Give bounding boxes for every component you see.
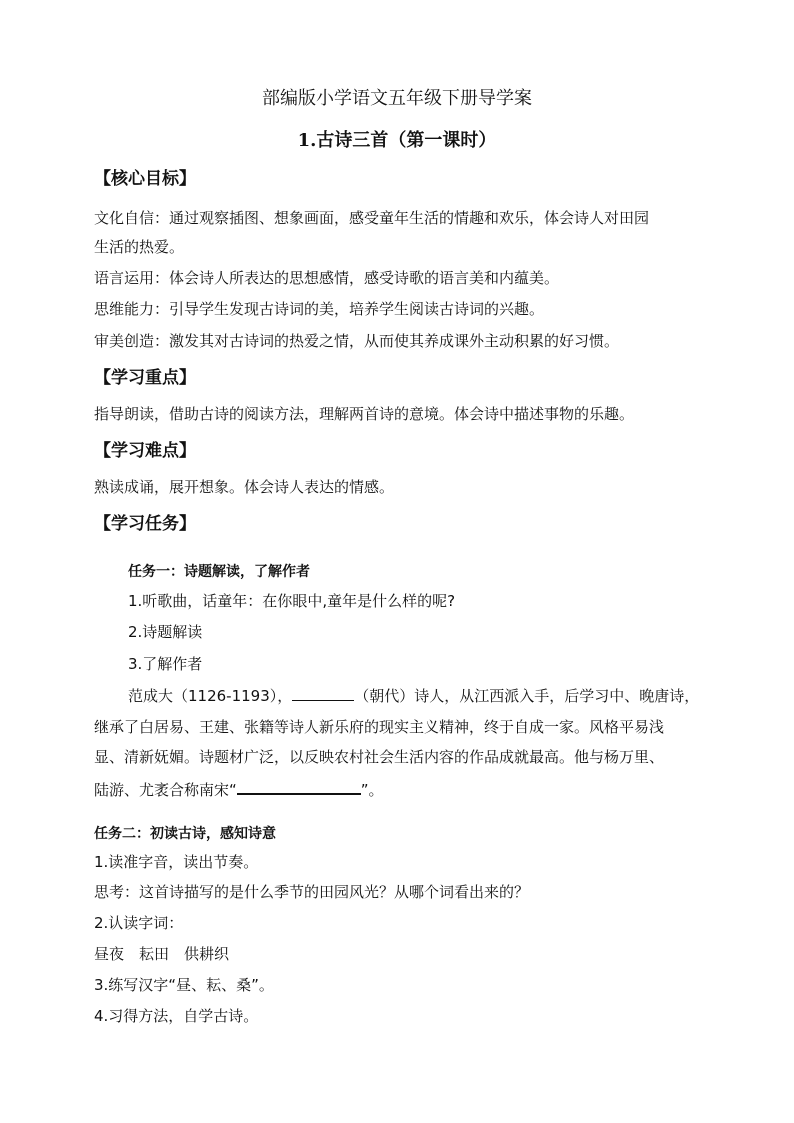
task2-item: 昼夜 耘田 供耕织 xyxy=(94,945,230,963)
task2-item: 4.习得方法，自学古诗。 xyxy=(94,1007,259,1025)
lesson-title: 1.古诗三首（第一课时） xyxy=(297,130,497,151)
goal-line: 审美创造：激发其对古诗词的热爱之情，从而使其养成课外主动积累的好习惯。 xyxy=(94,332,620,350)
task2-item: 思考：这首诗描写的是什么季节的田园风光？从哪个词看出来的？ xyxy=(94,883,530,901)
task2-item: 3.练写汉字“昼、耘、桑”。 xyxy=(94,976,274,994)
author-para-line xyxy=(128,685,699,706)
task2-item: 1.读准字音，读出节奏。 xyxy=(94,853,259,871)
section-heading-key-points: 【学习重点】 xyxy=(94,368,196,388)
group-name-blank-field[interactable] xyxy=(237,778,361,795)
section-heading-core-goals: 【核心目标】 xyxy=(94,169,196,189)
task2-item: 2.认读字词： xyxy=(94,914,184,932)
task1-item: 3.了解作者 xyxy=(128,655,203,673)
document-title: 部编版小学语文五年级下册导学案 xyxy=(262,88,532,109)
section-heading-tasks: 【学习任务】 xyxy=(94,514,196,534)
section-heading-difficulties: 【学习难点】 xyxy=(94,441,196,461)
key-points-text: 指导朗读，借助古诗的阅读方法，理解两首诗的意境。体会诗中描述事物的乐趣。 xyxy=(94,405,635,423)
goal-line: 生活的热爱。 xyxy=(94,238,185,256)
goal-line: 思维能力：引导学生发现古诗词的美，培养学生阅读古诗词的兴趣。 xyxy=(94,300,545,318)
author-para-line: 继承了白居易、王建、张籍等诗人新乐府的现实主义精神，终于自成一家。风格平易浅 xyxy=(94,718,665,736)
author-para-line: 显、清新妩媚。诗题材广泛，以反映农村社会生活内容的作品成就最高。他与杨万里、 xyxy=(94,748,665,766)
task1-item: 2.诗题解读 xyxy=(128,623,203,641)
author-para-text: ”。 xyxy=(360,781,384,799)
task1-item: 1.听歌曲，话童年：在你眼中,童年是什么样的呢? xyxy=(128,592,456,610)
author-para-text: 陆游、尤袤合称南宋“ xyxy=(94,781,237,799)
author-para-text: （朝代）诗人，从江西派入手，后学习中、晚唐诗， xyxy=(354,687,700,705)
goal-line: 文化自信：通过观察插图、想象画面，感受童年生活的情趣和欢乐，体会诗人对田园 xyxy=(94,209,650,227)
difficulties-text: 熟读成诵，展开想象。体会诗人表达的情感。 xyxy=(94,478,395,496)
goal-line: 语言运用：体会诗人所表达的思想感情，感受诗歌的语言美和内蕴美。 xyxy=(94,269,560,287)
task1-title: 任务一：诗题解读，了解作者 xyxy=(128,564,310,580)
author-para-text: 范成大（1126-1193）， xyxy=(128,687,293,705)
dynasty-blank-field[interactable] xyxy=(292,685,354,701)
task2-title: 任务二：初读古诗，感知诗意 xyxy=(94,826,276,842)
author-para-line xyxy=(94,778,384,800)
